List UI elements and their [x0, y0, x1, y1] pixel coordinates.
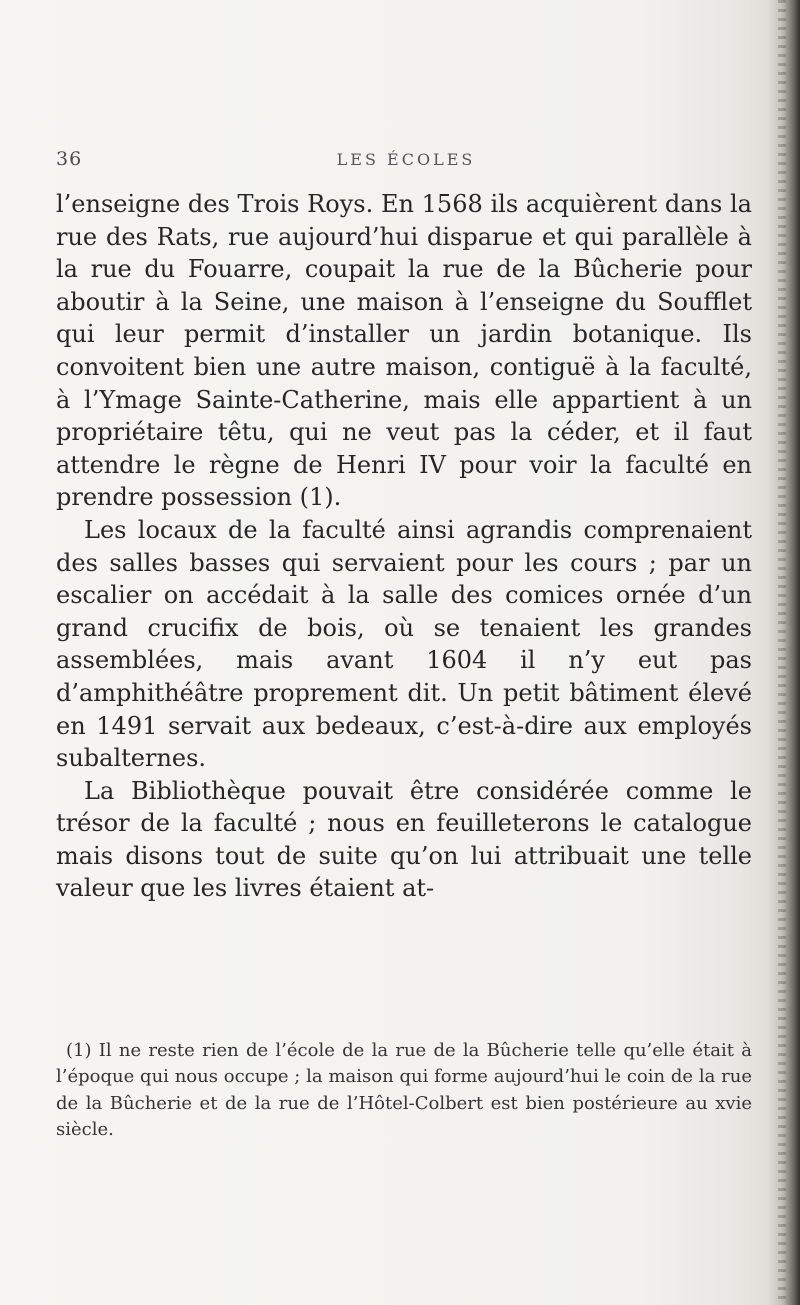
running-title: LES ÉCOLES	[336, 150, 476, 169]
body-text	[56, 188, 752, 905]
page-number: 36	[56, 148, 83, 170]
footnote	[56, 1038, 752, 1143]
footnote-text: (1) Il ne reste rien de l’école de la rue de la Bûcherie telle qu’elle était à l’époque qui nous occupe ; la maison qui forme aujourd’hui le coin de la rue de la Bûcherie et de la rue de l’Hôtel-Colbert est bien postérieure au xvie siècle.	[56, 1040, 752, 1140]
paragraph: l’enseigne des Trois Roys. En 1568 ils acquièrent dans la rue des Rats, rue aujourd’hui disparue et qui parallèle à la rue du Fouarre, coupait la rue de la Bûcherie pour aboutir à la Seine, une maison à l’enseigne du Soufflet qui leur permit d’installer un jardin botanique. Ils convoitent bien une autre maison, contiguë à la faculté, à l’Ymage Sainte-Catherine, mais elle appartient à un propriétaire têtu, qui ne veut pas la céder, et il faut attendre le règne de Henri IV pour voir la faculté en prendre possession (1).	[56, 190, 752, 512]
paragraph: La Bibliothèque pouvait être considérée comme le trésor de la faculté ; nous en feuilleterons le catalogue mais disons tout de suite qu’on lui attribuait une telle valeur que les livres étaient at-	[56, 776, 752, 903]
page-edge-binding	[778, 0, 786, 1305]
page-header	[56, 148, 756, 178]
paragraph: Les locaux de la faculté ainsi agrandis comprenaient des salles basses qui servaient pour les cours ; par un escalier on accédait à la salle des comices ornée d’un grand crucifix de bois, où se tenaient les grandes assemblées, mais avant 1604 il n’y eut pas d’amphithéâtre proprement dit. Un petit bâtiment élevé en 1491 servait aux bedeaux, c’est-à-dire aux employés subalternes.	[56, 515, 752, 773]
